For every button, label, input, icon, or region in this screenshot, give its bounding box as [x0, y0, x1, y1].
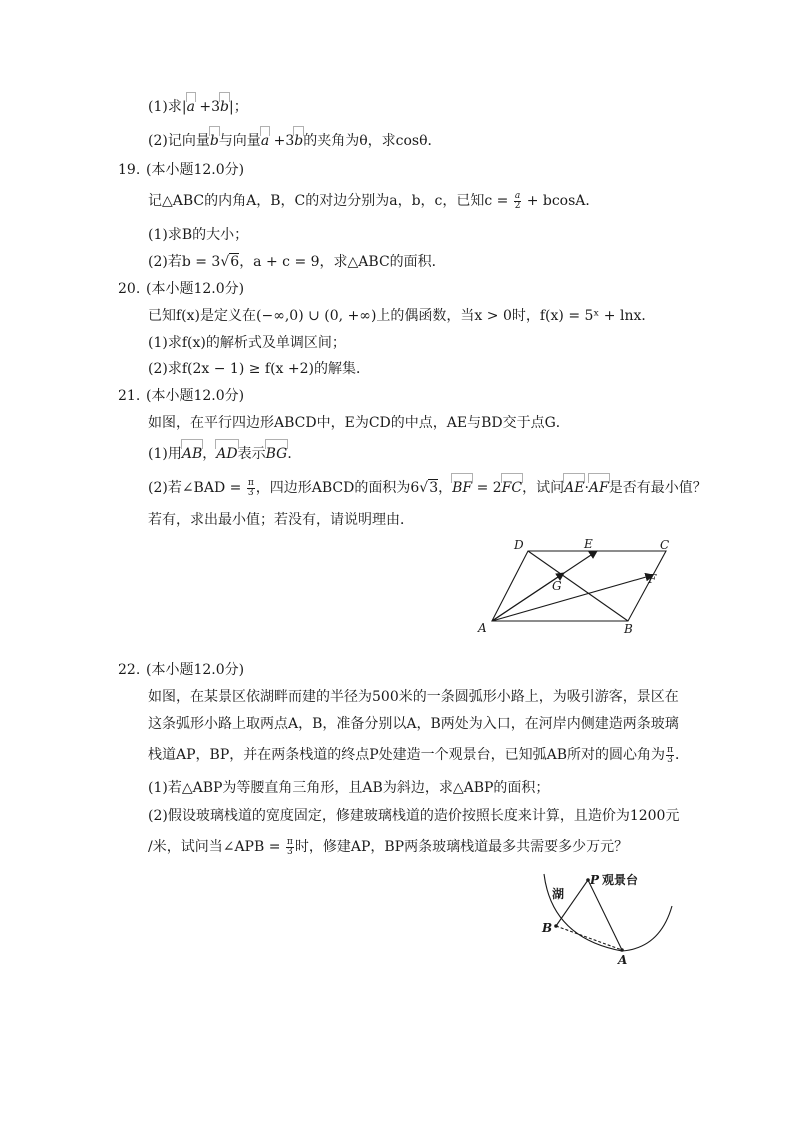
- vector-b: b: [220, 99, 229, 115]
- label-e: E: [584, 537, 593, 551]
- segment-ae: [492, 551, 597, 621]
- label-g: G: [552, 579, 562, 593]
- q22-stem-line2: 这条弧形小路上取两点A，B，准备分别以A，B两处为入口，在河岸内侧建造两条玻璃: [148, 716, 679, 732]
- q20-part1: (1)求f(x)的解析式及单调区间；: [148, 335, 346, 351]
- q21-header: (本小题12.0分): [146, 388, 245, 404]
- q18-part1: (1)求|a +3b|；: [148, 99, 248, 115]
- q20-number: 20.: [118, 281, 141, 297]
- vector-af: AF: [588, 480, 609, 496]
- q22-stem-line3: 栈道AP，BP，并在两条栈道的终点P处建造一个观景台，已知弧AB所对的圆心角为 $\frac{\pi}{3}$ ．: [148, 744, 689, 765]
- q18-part2: (2)记向量b与向量a +3b的夹角为θ，求cosθ．: [148, 133, 442, 149]
- q20-header: (本小题12.0分): [146, 281, 245, 297]
- vector-ab: AB: [181, 446, 203, 462]
- vector-ae: AE: [564, 480, 585, 496]
- q22-part2-line2: /米，试问当∠APB = $\frac{\pi}{3}$ 时，修建AP，BP两条玻璃栈道最多共需要多少万元？: [148, 836, 629, 857]
- label-c: C: [660, 538, 670, 552]
- q20-part2: (2)求f(2x − 1) ≥ f(x +2)的解集．: [148, 361, 370, 377]
- label-f: F: [648, 572, 657, 586]
- label-b: B: [624, 622, 633, 636]
- lake-figure: [530, 868, 680, 968]
- label-p: P: [590, 873, 600, 887]
- point-a: [620, 948, 624, 952]
- vector-b: b: [209, 133, 219, 149]
- q22-number: 22.: [118, 662, 141, 678]
- q19-part2: (2)若b = 3√6，a + c = 9，求△ABC的面积．: [148, 254, 446, 270]
- label-d: D: [514, 538, 524, 552]
- vector-ad: AD: [216, 446, 238, 462]
- vector-bf: BF: [452, 480, 473, 496]
- q22-part2-line1: (2)假设玻璃栈道的宽度固定，修建玻璃栈道的造价按照长度来计算，且造价为1200元: [148, 808, 680, 824]
- label-b: B: [542, 921, 553, 935]
- vector-bg: BG: [265, 446, 288, 462]
- vector-a: a: [260, 133, 270, 149]
- q22-header: (本小题12.0分): [146, 662, 245, 678]
- vector-fc: FC: [501, 480, 523, 496]
- q21-number: 21.: [118, 388, 141, 404]
- parallelogram-outline: [492, 551, 666, 621]
- q19-number: 19.: [118, 162, 141, 178]
- vector-a: a: [186, 99, 195, 115]
- q20-stem: 已知f(x)是定义在(−∞,0) ∪ (0, +∞)上的偶函数，当x > 0时，f(x) = 5ˣ + lnx．: [148, 308, 656, 324]
- segment-pa: [588, 880, 622, 950]
- parallelogram-figure: [470, 535, 690, 645]
- q19-stem: 记△ABC的内角A，B，C的对边分别为a，b，c，已知c = $\frac{a}{2}$ + bcosA．: [148, 190, 600, 211]
- vector-b: b: [294, 133, 304, 149]
- q22-part1: (1)若△ABP为等腰直角三角形，且AB为斜边，求△ABP的面积；: [148, 780, 550, 796]
- label-viewing: 观景台: [602, 873, 639, 887]
- q21-stem: 如图，在平行四边形ABCD中，E为CD的中点，AE与BD交于点G．: [148, 415, 570, 431]
- label-lake: 湖: [552, 887, 565, 901]
- label-a: A: [478, 621, 487, 635]
- q21-part2: (2)若∠BAD = $\frac{\pi}{3}$ ，四边形ABCD的面积为6√3，BF = 2FC，试问AE·AF是否有最小值？: [148, 477, 707, 498]
- q22-stem-line1: 如图，在某景区依湖畔而建的半径为500米的一条圆弧形小路上，为吸引游客，景区在: [148, 689, 679, 705]
- q21-part1: (1)用AB，AD表示BG．: [148, 446, 302, 462]
- label-a: A: [618, 953, 628, 967]
- point-b: [554, 924, 558, 928]
- q19-part1: (1)求B的大小；: [148, 227, 249, 243]
- q21-part2-continued: 若有，求出最小值；若没有，请说明理由．: [148, 512, 414, 528]
- q19-header: (本小题12.0分): [146, 162, 245, 178]
